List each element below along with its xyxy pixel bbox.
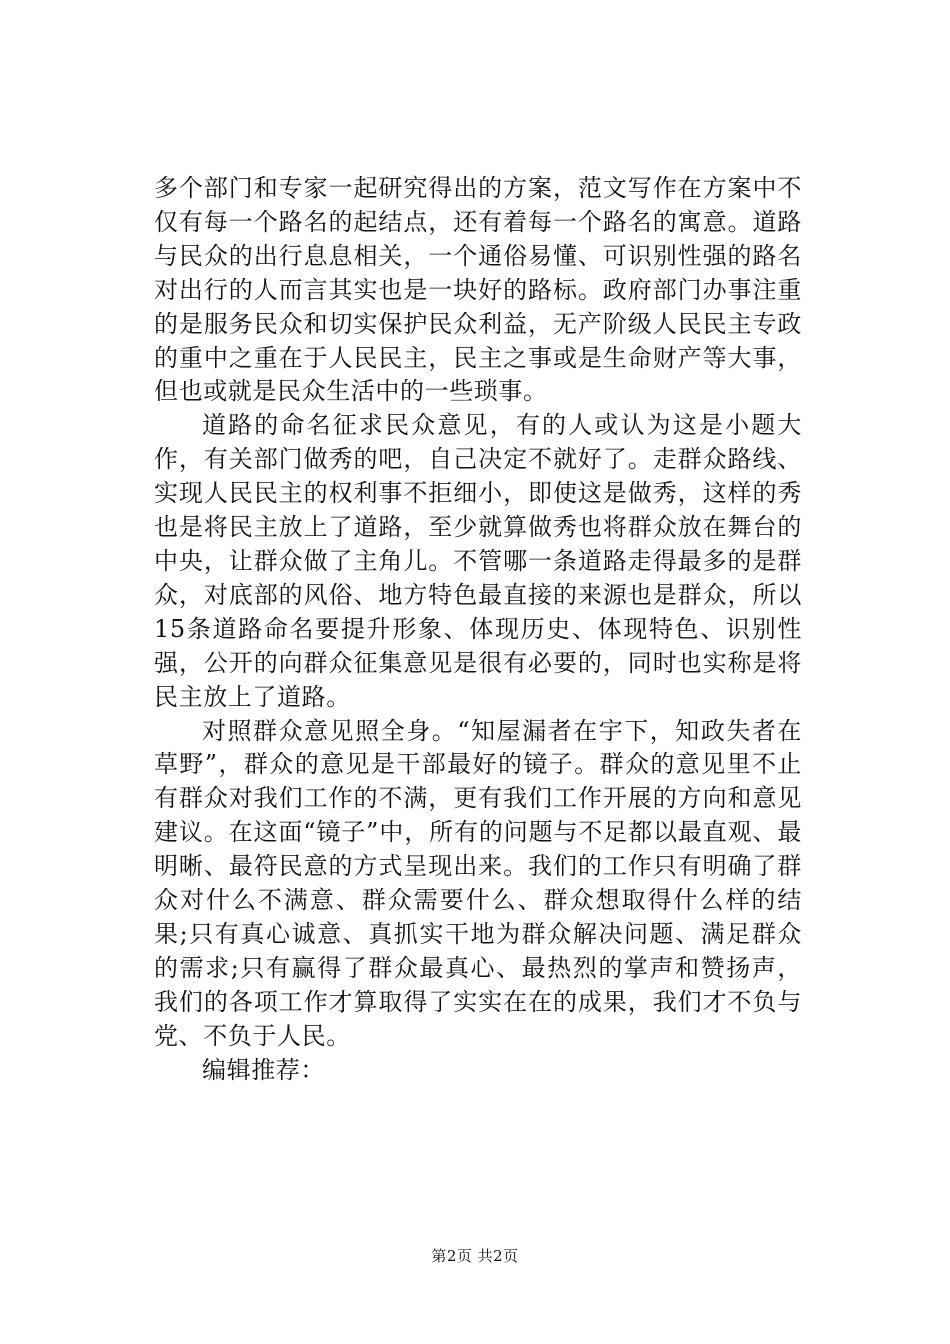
page-number-footer: 第2页 共2页	[431, 1247, 519, 1265]
paragraph-public-opinion: 对照群众意见照全身。“知屋漏者在宇下，知政失者在草野”，群众的意见是干部最好的镜子。群众的意见里不止有群众对我们工作的不满，更有我们工作开展的方向和意见建议。在这面“镜子”中，所有的问题与不足都以最直观、最明晰、最符民意的方式呈现出来。我们的工作只有明确了群众对什么不满意、群众需要什么、群众想取得什么样的结果;只有真心诚意、真抓实干地为群众解决问题、满足群众的需求;只有赢得了群众最真心、最热烈的掌声和赞扬声，我们的各项工作才算取得了实实在在的成果，我们才不负与党、不负于人民。	[154, 716, 802, 1050]
paragraph-editor-recommendation: 编辑推荐：	[202, 1055, 325, 1084]
paragraph-continuation: 多个部门和专家一起研究得出的方案，范文写作在方案中不仅有每一个路名的起结点，还有着每一个路名的寓意。道路与民众的出行息息相关，一个通俗易懂、可识别性强的路名对出行的人而言其实也是一块好的路标。政府部门办事注重的是服务民众和切实保护民众利益，无产阶级人民民主专政的重中之重在于人民民主，民主之事或是生命财产等大事，但也或就是民众生活中的一些琐事。	[154, 174, 802, 406]
document-body	[154, 172, 802, 1087]
paragraph-road-naming: 道路的命名征求民众意见，有的人或认为这是小题大作，有关部门做秀的吧，自己决定不就好了。走群众路线、实现人民民主的权利事不拒细小，即使这是做秀，这样的秀也是将民主放上了道路，至少就算做秀也将群众放在舞台的中央，让群众做了主角儿。不管哪一条道路走得最多的是群众，对底部的风俗、地方特色最直接的来源也是群众，所以15条道路命名要提升形象、体现历史、体现特色、识别性强，公开的向群众征集意见是很有必要的，同时也实称是将民主放上了道路。	[154, 411, 802, 711]
